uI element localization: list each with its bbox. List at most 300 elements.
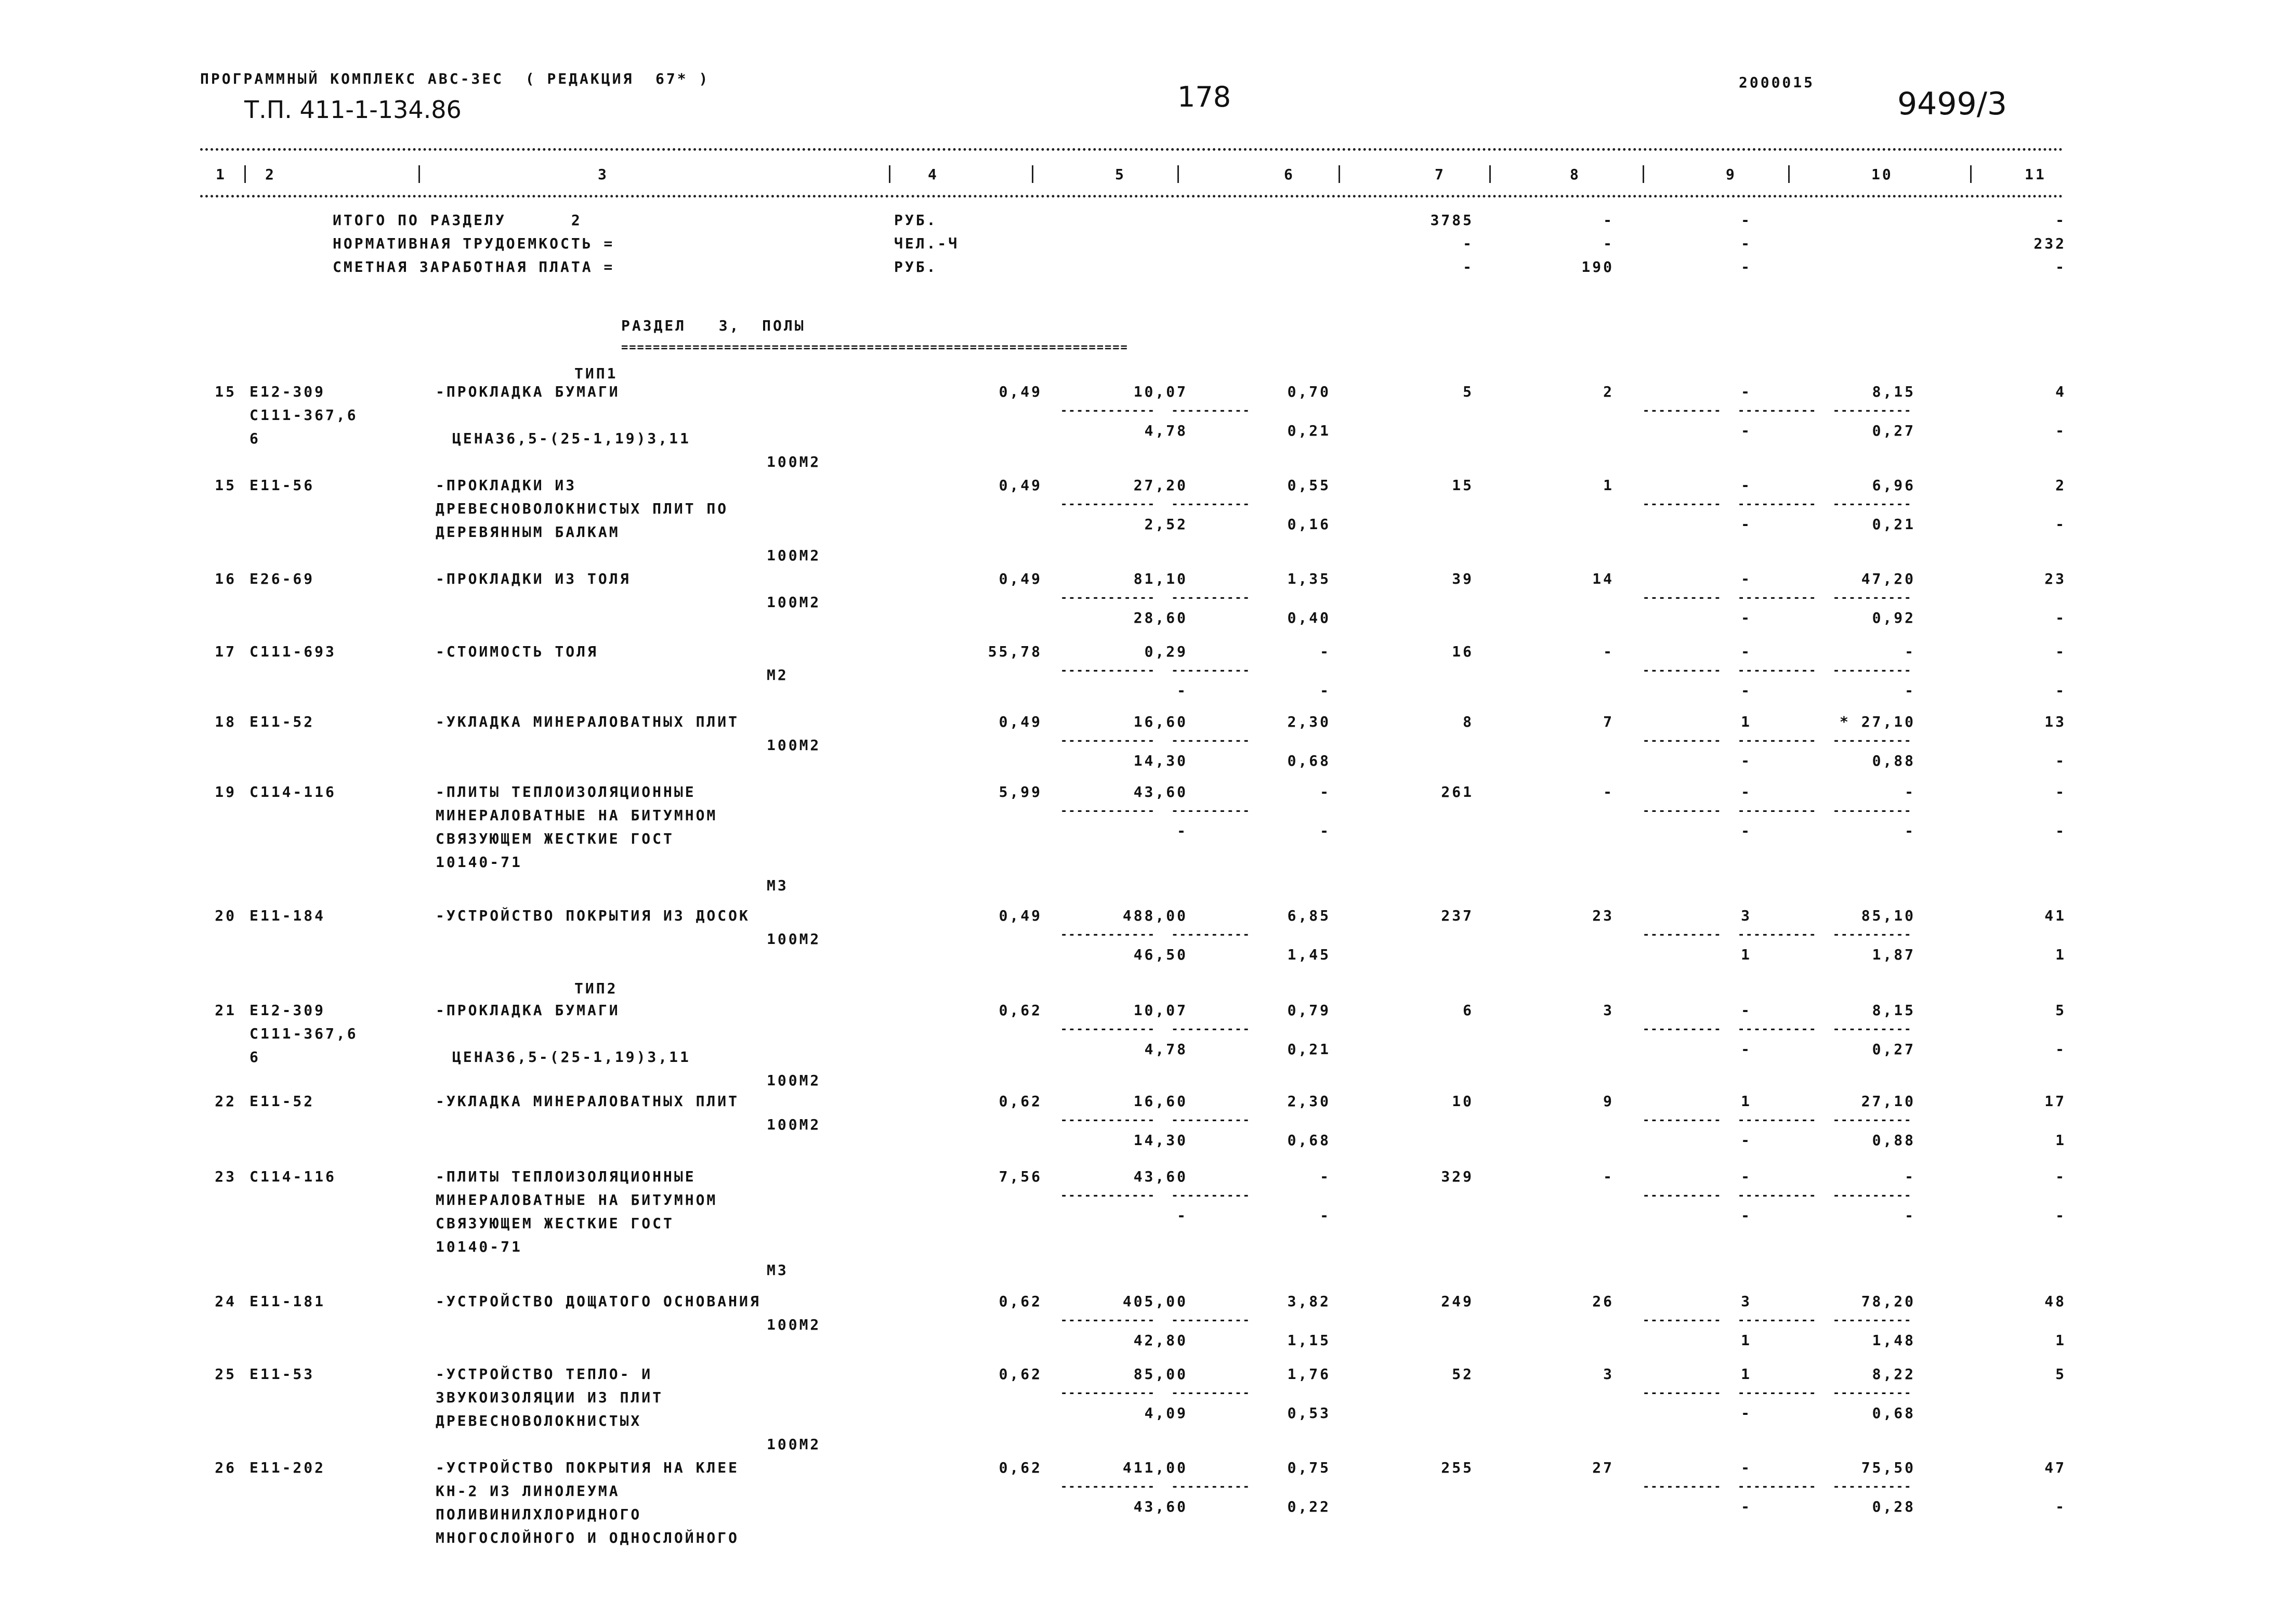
row-col5-wage: 14,30 — [1133, 752, 1188, 769]
row-col7: 5 — [1463, 383, 1474, 400]
column-divider — [1339, 165, 1340, 183]
row-quantity: 0,49 — [999, 477, 1042, 494]
row-unit: 100М2 — [767, 1316, 821, 1333]
row-col8: 26 — [1592, 1293, 1614, 1310]
summary-label: НОРМАТИВНАЯ ТРУДОЕМКОСТЬ = — [333, 235, 615, 252]
row-col9: 1 — [1741, 1365, 1752, 1383]
row-quantity: 0,62 — [999, 1459, 1042, 1476]
row-col5-wage: - — [1177, 822, 1188, 839]
row-col9-wage: - — [1741, 1404, 1752, 1422]
summary-col9: - — [1741, 212, 1752, 229]
row-description: -ПЛИТЫ ТЕПЛОИЗОЛЯЦИОННЫЕ — [436, 1168, 696, 1185]
summary-col11: - — [2055, 212, 2066, 229]
row-col5-price: 488,00 — [1122, 907, 1188, 924]
row-col9: - — [1741, 383, 1752, 400]
row-col11-wage: 1 — [2055, 1132, 2066, 1149]
row-col7: 16 — [1452, 643, 1474, 660]
row-code: Е11-53 — [250, 1365, 315, 1383]
row-description: КН-2 ИЗ ЛИНОЛЕУМА — [436, 1482, 620, 1500]
row-description: МИНЕРАЛОВАТНЫЕ НА БИТУМНОМ — [436, 807, 718, 824]
row-col5-wage: 4,09 — [1144, 1404, 1188, 1422]
row-description: -УСТРОЙСТВО ТЕПЛО- И — [436, 1365, 653, 1383]
row-col5-wage: - — [1177, 1207, 1188, 1224]
row-description: -УСТРОЙСТВО ДОЩАТОГО ОСНОВАНИЯ — [436, 1293, 761, 1310]
summary-col9: - — [1741, 258, 1752, 275]
row-separator: ---------- ---------- ---------- — [1643, 1314, 1912, 1327]
row-col6-wage: 1,45 — [1287, 946, 1331, 963]
row-description: -ПРОКЛАДКИ ИЗ — [436, 477, 577, 494]
column-divider — [1788, 165, 1790, 183]
summary-unit: ЧЕЛ.-Ч — [894, 235, 960, 252]
row-col8: 7 — [1603, 713, 1614, 730]
row-number: 24 — [215, 1293, 237, 1310]
row-col5-wage: 42,80 — [1133, 1332, 1188, 1349]
row-col6-wage: 0,16 — [1287, 516, 1331, 533]
row-separator: ------------ ---------- — [1060, 1387, 1251, 1400]
row-separator: ------------ ---------- — [1060, 592, 1251, 605]
row-col5-wage: 28,60 — [1133, 609, 1188, 626]
row-col11: - — [2055, 783, 2066, 800]
column-number-1: 1 — [216, 166, 227, 183]
row-col5-wage: - — [1177, 682, 1188, 699]
row-description: МНОГОСЛОЙНОГО И ОДНОСЛОЙНОГО — [436, 1529, 740, 1546]
row-description: 10140-71 — [436, 853, 522, 871]
column-divider — [244, 165, 246, 183]
row-number: 26 — [215, 1459, 237, 1476]
row-col5-wage: 46,50 — [1133, 946, 1188, 963]
document-code: Т.П. 411-1-134.86 — [244, 96, 462, 124]
row-col11: 48 — [2044, 1293, 2066, 1310]
row-description: -СТОИМОСТЬ ТОЛЯ — [436, 643, 598, 660]
row-code: Е11-52 — [250, 713, 315, 730]
row-col6-price: - — [1320, 1168, 1331, 1185]
row-separator: ------------ ---------- — [1060, 805, 1251, 818]
row-col9: - — [1741, 1459, 1752, 1476]
row-col9-wage: 1 — [1741, 946, 1752, 963]
row-quantity: 0,49 — [999, 570, 1042, 587]
column-number-10: 10 — [1871, 166, 1893, 183]
row-col11-wage: - — [2055, 609, 2066, 626]
row-col11-wage: - — [2055, 1498, 2066, 1515]
row-col5-price: 43,60 — [1133, 783, 1188, 800]
summary-col7: - — [1463, 235, 1474, 252]
row-col7: 10 — [1452, 1093, 1474, 1110]
row-col10-wage: 0,28 — [1872, 1498, 1915, 1515]
row-unit: 100М2 — [767, 1116, 821, 1133]
column-divider — [1970, 165, 1972, 183]
sheet-number: 9499/3 — [1897, 86, 2008, 122]
row-description: -ПЛИТЫ ТЕПЛОИЗОЛЯЦИОННЫЕ — [436, 783, 696, 800]
row-col5-price: 81,10 — [1133, 570, 1188, 587]
row-col9: - — [1741, 783, 1752, 800]
row-code: Е12-309 — [250, 383, 326, 400]
row-col10: 8,15 — [1872, 383, 1915, 400]
row-col6-price: 0,75 — [1287, 1459, 1331, 1476]
row-col6-price: - — [1320, 783, 1331, 800]
row-col5-price: 85,00 — [1133, 1365, 1188, 1383]
row-col10-wage: 0,21 — [1872, 516, 1915, 533]
row-col11-wage: - — [2055, 422, 2066, 439]
row-col8: 23 — [1592, 907, 1614, 924]
row-col9-wage: - — [1741, 682, 1752, 699]
row-number: 16 — [215, 570, 237, 587]
row-col6-wage: 0,21 — [1287, 422, 1331, 439]
row-col6-price: 0,79 — [1287, 1002, 1331, 1019]
row-unit: М3 — [767, 877, 789, 894]
row-subcode-2: 6 — [250, 430, 260, 447]
row-code: Е26-69 — [250, 570, 315, 587]
row-col9: - — [1741, 1002, 1752, 1019]
row-col10-wage: 1,87 — [1872, 946, 1915, 963]
row-col6-wage: - — [1320, 822, 1331, 839]
row-separator: ------------ ---------- — [1060, 1189, 1251, 1202]
row-col9-wage: - — [1741, 822, 1752, 839]
header-rule-bottom — [200, 195, 2064, 198]
row-separator: ---------- ---------- ---------- — [1643, 498, 1912, 511]
row-separator: ------------ ---------- — [1060, 1480, 1251, 1493]
row-col5-price: 10,07 — [1133, 1002, 1188, 1019]
row-col6-price: 2,30 — [1287, 713, 1331, 730]
row-col11: 17 — [2044, 1093, 2066, 1110]
section-underline: ================================================================ — [621, 341, 1129, 354]
row-number: 17 — [215, 643, 237, 660]
column-number-8: 8 — [1570, 166, 1581, 183]
row-col7: 329 — [1441, 1168, 1474, 1185]
row-col8: 9 — [1603, 1093, 1614, 1110]
row-col9-wage: 1 — [1741, 1332, 1752, 1349]
row-description: СВЯЗУЮЩЕМ ЖЕСТКИЕ ГОСТ — [436, 830, 674, 847]
row-description: ЦЕНА36,5-(25-1,19)3,11 — [452, 1048, 691, 1066]
row-col10: 27,10 — [1861, 1093, 1915, 1110]
row-number: 22 — [215, 1093, 237, 1110]
row-col6-price: 0,55 — [1287, 477, 1331, 494]
row-col8: 27 — [1592, 1459, 1614, 1476]
row-col8: - — [1603, 643, 1614, 660]
row-quantity: 0,62 — [999, 1002, 1042, 1019]
row-col8: - — [1603, 783, 1614, 800]
row-col10: - — [1905, 1168, 1915, 1185]
summary-col11: 232 — [2033, 235, 2066, 252]
row-quantity: 0,49 — [999, 383, 1042, 400]
row-col6-price: 0,70 — [1287, 383, 1331, 400]
row-col11-wage: 1 — [2055, 1332, 2066, 1349]
row-col7: 255 — [1441, 1459, 1474, 1476]
row-col7: 261 — [1441, 783, 1474, 800]
row-col7: 52 — [1452, 1365, 1474, 1383]
column-divider — [1032, 165, 1033, 183]
row-col11: - — [2055, 643, 2066, 660]
row-col6-wage: 0,68 — [1287, 1132, 1331, 1149]
row-number: 25 — [215, 1365, 237, 1383]
row-quantity: 5,99 — [999, 783, 1042, 800]
row-col10-wage: 0,27 — [1872, 1041, 1915, 1058]
row-col7: 8 — [1463, 713, 1474, 730]
column-number-3: 3 — [598, 166, 609, 183]
row-col10-wage: 0,88 — [1872, 752, 1915, 769]
row-col6-price: 2,30 — [1287, 1093, 1331, 1110]
row-col6-wage: 0,68 — [1287, 752, 1331, 769]
row-subcode-2: 6 — [250, 1048, 260, 1066]
summary-col9: - — [1741, 235, 1752, 252]
row-col6-wage: 0,53 — [1287, 1404, 1331, 1422]
row-quantity: 0,49 — [999, 713, 1042, 730]
row-separator: ------------ ---------- — [1060, 664, 1251, 677]
row-unit: М2 — [767, 666, 789, 684]
row-separator: ------------ ---------- — [1060, 1114, 1251, 1127]
column-divider — [418, 165, 420, 183]
row-col10-wage: 1,48 — [1872, 1332, 1915, 1349]
page-number: 178 — [1177, 81, 1231, 113]
row-code: Е11-181 — [250, 1293, 326, 1310]
row-col5-price: 10,07 — [1133, 383, 1188, 400]
row-col6-wage: 0,21 — [1287, 1041, 1331, 1058]
row-col10-wage: - — [1905, 1207, 1915, 1224]
row-col8: - — [1603, 1168, 1614, 1185]
row-code: Е11-52 — [250, 1093, 315, 1110]
row-col10-wage: 0,68 — [1872, 1404, 1915, 1422]
row-col5-wage: 2,52 — [1144, 516, 1188, 533]
row-col11: 23 — [2044, 570, 2066, 587]
row-code: Е11-56 — [250, 477, 315, 494]
row-col5-price: 27,20 — [1133, 477, 1188, 494]
row-col9-wage: - — [1741, 422, 1752, 439]
row-unit: 100М2 — [767, 594, 821, 611]
row-col5-wage: 14,30 — [1133, 1132, 1188, 1149]
row-description: ЦЕНА36,5-(25-1,19)3,11 — [452, 430, 691, 447]
row-description: ДРЕВЕСНОВОЛОКНИСТЫХ — [436, 1412, 642, 1429]
row-subcode: С111-367,6 — [250, 1025, 358, 1042]
row-col9: 3 — [1741, 1293, 1752, 1310]
row-col9: - — [1741, 477, 1752, 494]
row-col11-wage: 1 — [2055, 946, 2066, 963]
row-col8: 14 — [1592, 570, 1614, 587]
row-col6-price: 1,76 — [1287, 1365, 1331, 1383]
type-label-2: ТИП2 — [574, 980, 618, 997]
row-quantity: 0,62 — [999, 1293, 1042, 1310]
row-col11: 41 — [2044, 907, 2066, 924]
row-quantity: 0,49 — [999, 907, 1042, 924]
row-col9: 1 — [1741, 1093, 1752, 1110]
row-description: ДЕРЕВЯННЫМ БАЛКАМ — [436, 523, 620, 541]
row-separator: ---------- ---------- ---------- — [1643, 1114, 1912, 1127]
row-col10-wage: 0,92 — [1872, 609, 1915, 626]
summary-col8: - — [1603, 212, 1614, 229]
section-title: РАЗДЕЛ 3, ПОЛЫ — [621, 317, 806, 334]
column-divider — [1177, 165, 1179, 183]
row-col6-price: - — [1320, 643, 1331, 660]
row-description: МИНЕРАЛОВАТНЫЕ НА БИТУМНОМ — [436, 1191, 718, 1209]
row-col5-wage: 43,60 — [1133, 1498, 1188, 1515]
row-col7: 39 — [1452, 570, 1474, 587]
row-col11-wage: - — [2055, 752, 2066, 769]
row-description: -ПРОКЛАДКА БУМАГИ — [436, 1002, 620, 1019]
row-unit: 100М2 — [767, 1436, 821, 1453]
column-number-6: 6 — [1284, 166, 1295, 183]
row-col6-price: 1,35 — [1287, 570, 1331, 587]
summary-col8: - — [1603, 235, 1614, 252]
row-col11-wage: - — [2055, 682, 2066, 699]
row-col5-price: 16,60 — [1133, 713, 1188, 730]
summary-label: СМЕТНАЯ ЗАРАБОТНАЯ ПЛАТА = — [333, 258, 615, 275]
row-separator: ---------- ---------- ---------- — [1643, 928, 1912, 941]
row-col9-wage: - — [1741, 1207, 1752, 1224]
row-col10: 78,20 — [1861, 1293, 1915, 1310]
row-col8: 2 — [1603, 383, 1614, 400]
row-number: 15 — [215, 383, 237, 400]
column-number-11: 11 — [2025, 166, 2046, 183]
row-col9: 3 — [1741, 907, 1752, 924]
row-col11: 5 — [2055, 1365, 2066, 1383]
row-col7: 249 — [1441, 1293, 1474, 1310]
row-col9-wage: - — [1741, 609, 1752, 626]
column-number-2: 2 — [265, 166, 276, 183]
row-col10: 75,50 — [1861, 1459, 1915, 1476]
row-col7: 15 — [1452, 477, 1474, 494]
row-col10-wage: - — [1905, 682, 1915, 699]
row-col5-price: 411,00 — [1122, 1459, 1188, 1476]
row-code: Е12-309 — [250, 1002, 326, 1019]
row-col10-wage: - — [1905, 822, 1915, 839]
summary-col8: 190 — [1581, 258, 1614, 275]
row-number: 15 — [215, 477, 237, 494]
row-separator: ---------- ---------- ---------- — [1643, 1480, 1912, 1493]
row-number: 23 — [215, 1168, 237, 1185]
row-col5-price: 0,29 — [1144, 643, 1188, 660]
summary-label: ИТОГО ПО РАЗДЕЛУ 2 — [333, 212, 582, 229]
column-number-9: 9 — [1726, 166, 1737, 183]
row-col11: 5 — [2055, 1002, 2066, 1019]
row-col11: 2 — [2055, 477, 2066, 494]
row-col8: 1 — [1603, 477, 1614, 494]
row-description: -УКЛАДКА МИНЕРАЛОВАТНЫХ ПЛИТ — [436, 713, 740, 730]
row-col6-wage: 1,15 — [1287, 1332, 1331, 1349]
row-separator: ---------- ---------- ---------- — [1643, 1023, 1912, 1036]
column-divider — [889, 165, 890, 183]
row-description: ЗВУКОИЗОЛЯЦИИ ИЗ ПЛИТ — [436, 1389, 664, 1406]
column-number-7: 7 — [1435, 166, 1446, 183]
column-number-4: 4 — [928, 166, 939, 183]
row-code: Е11-184 — [250, 907, 326, 924]
row-separator: ------------ ---------- — [1060, 404, 1251, 417]
summary-unit: РУБ. — [894, 258, 938, 275]
column-divider — [1489, 165, 1491, 183]
row-col7: 237 — [1441, 907, 1474, 924]
row-col11-wage: - — [2055, 1041, 2066, 1058]
row-col11-wage: - — [2055, 516, 2066, 533]
row-description: 10140-71 — [436, 1238, 522, 1255]
column-number-5: 5 — [1115, 166, 1126, 183]
row-unit: 100М2 — [767, 453, 821, 470]
code-right: 2000015 — [1739, 74, 1815, 91]
row-description: -УКЛАДКА МИНЕРАЛОВАТНЫХ ПЛИТ — [436, 1093, 740, 1110]
row-col11: 47 — [2044, 1459, 2066, 1476]
column-divider — [1643, 165, 1644, 183]
summary-col7: 3785 — [1430, 212, 1474, 229]
row-col10: - — [1905, 643, 1915, 660]
summary-col7: - — [1463, 258, 1474, 275]
row-description: ДРЕВЕСНОВОЛОКНИСТЫХ ПЛИТ ПО — [436, 500, 729, 517]
row-description: -ПРОКЛАДКА БУМАГИ — [436, 383, 620, 400]
row-col9-wage: - — [1741, 1041, 1752, 1058]
row-col11: 4 — [2055, 383, 2066, 400]
row-col9-wage: - — [1741, 516, 1752, 533]
row-separator: ------------ ---------- — [1060, 928, 1251, 941]
row-separator: ---------- ---------- ---------- — [1643, 1387, 1912, 1400]
row-col11-wage: - — [2055, 1207, 2066, 1224]
row-description: ПОЛИВИНИЛХЛОРИДНОГО — [436, 1506, 642, 1523]
row-col11: 13 — [2044, 713, 2066, 730]
row-col9-wage: - — [1741, 1132, 1752, 1149]
row-col6-price: 3,82 — [1287, 1293, 1331, 1310]
row-code: С114-116 — [250, 783, 336, 800]
row-quantity: 55,78 — [988, 643, 1042, 660]
row-col9: - — [1741, 570, 1752, 587]
row-separator: ---------- ---------- ---------- — [1643, 734, 1912, 747]
row-code: С111-693 — [250, 643, 336, 660]
row-number: 18 — [215, 713, 237, 730]
row-col10: 8,15 — [1872, 1002, 1915, 1019]
row-unit: 100М2 — [767, 737, 821, 754]
row-col6-wage: 0,40 — [1287, 609, 1331, 626]
row-description: -УСТРОЙСТВО ПОКРЫТИЯ НА КЛЕЕ — [436, 1459, 740, 1476]
row-unit: 100М2 — [767, 930, 821, 948]
row-quantity: 0,62 — [999, 1365, 1042, 1383]
row-separator: ---------- ---------- ---------- — [1643, 404, 1912, 417]
row-col5-price: 405,00 — [1122, 1293, 1188, 1310]
row-col6-wage: - — [1320, 682, 1331, 699]
row-unit: 100М2 — [767, 547, 821, 564]
row-col10: - — [1905, 783, 1915, 800]
row-col9: - — [1741, 643, 1752, 660]
row-col6-wage: - — [1320, 1207, 1331, 1224]
row-quantity: 0,62 — [999, 1093, 1042, 1110]
row-col10: 47,20 — [1861, 570, 1915, 587]
row-col10: * 27,10 — [1839, 713, 1915, 730]
row-number: 19 — [215, 783, 237, 800]
row-col10: 8,22 — [1872, 1365, 1915, 1383]
row-description: СВЯЗУЮЩЕМ ЖЕСТКИЕ ГОСТ — [436, 1215, 674, 1232]
row-col6-price: 6,85 — [1287, 907, 1331, 924]
row-col11-wage: - — [2055, 822, 2066, 839]
row-separator: ---------- ---------- ---------- — [1643, 592, 1912, 605]
row-separator: ------------ ---------- — [1060, 1023, 1251, 1036]
row-col5-price: 16,60 — [1133, 1093, 1188, 1110]
summary-unit: РУБ. — [894, 212, 938, 229]
row-col5-wage: 4,78 — [1144, 422, 1188, 439]
row-col10-wage: 0,27 — [1872, 422, 1915, 439]
row-col5-price: 43,60 — [1133, 1168, 1188, 1185]
row-number: 20 — [215, 907, 237, 924]
row-col9: - — [1741, 1168, 1752, 1185]
row-quantity: 7,56 — [999, 1168, 1042, 1185]
row-unit: М3 — [767, 1262, 789, 1279]
row-separator: ---------- ---------- ---------- — [1643, 664, 1912, 677]
row-code: Е11-202 — [250, 1459, 326, 1476]
row-col8: 3 — [1603, 1365, 1614, 1383]
row-col11: - — [2055, 1168, 2066, 1185]
row-description: -ПРОКЛАДКИ ИЗ ТОЛЯ — [436, 570, 631, 587]
type-label-1: ТИП1 — [574, 365, 618, 382]
row-col7: 6 — [1463, 1002, 1474, 1019]
row-col9-wage: - — [1741, 752, 1752, 769]
row-separator: ---------- ---------- ---------- — [1643, 1189, 1912, 1202]
row-separator: ------------ ---------- — [1060, 1314, 1251, 1327]
row-description: -УСТРОЙСТВО ПОКРЫТИЯ ИЗ ДОСОК — [436, 907, 750, 924]
row-col6-wage: 0,22 — [1287, 1498, 1331, 1515]
row-col10-wage: 0,88 — [1872, 1132, 1915, 1149]
summary-col11: - — [2055, 258, 2066, 275]
row-col9: 1 — [1741, 713, 1752, 730]
